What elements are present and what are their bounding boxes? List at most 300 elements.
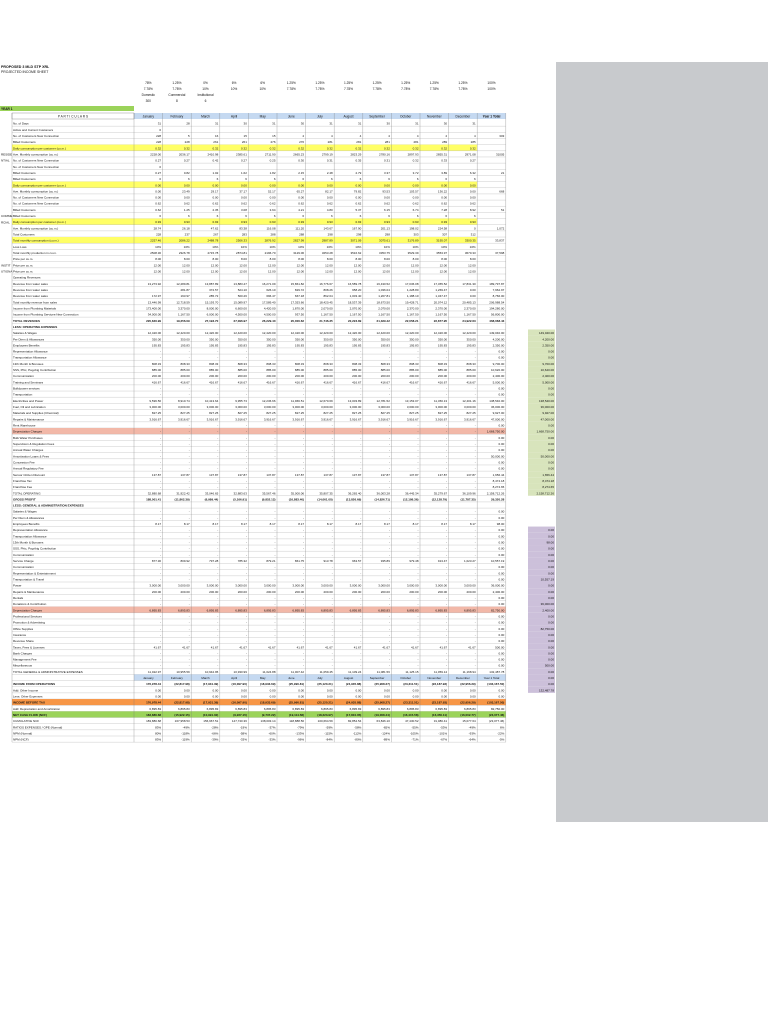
cell-value: 82,750.00 bbox=[490, 706, 505, 711]
header-assumption: 1.25% bbox=[429, 81, 439, 85]
cell-value: 138,540.00 bbox=[489, 398, 505, 403]
cell-value: 0.00 bbox=[469, 694, 476, 699]
cell-value: - bbox=[446, 448, 448, 453]
cell-value: 0.32 bbox=[241, 146, 247, 151]
cell-value: - bbox=[360, 620, 362, 625]
cell-value: 111.20 bbox=[295, 226, 305, 231]
cell-value: 1,167.50 bbox=[178, 312, 190, 317]
cell-value: - bbox=[245, 441, 247, 446]
cell-value: - bbox=[274, 454, 276, 459]
cell-value: 12.00 bbox=[210, 269, 219, 274]
cell-value: - bbox=[446, 349, 448, 354]
summary-value: 0.00 bbox=[548, 651, 554, 656]
cell-value: - bbox=[303, 552, 305, 557]
cell-value: - bbox=[417, 485, 419, 490]
summary-value: 4,200.00 bbox=[542, 337, 554, 342]
cell-value: 2385.61 bbox=[236, 152, 247, 157]
cell-value: 200.00 bbox=[352, 589, 362, 594]
cell-value: 0.00 bbox=[498, 540, 505, 545]
row-label: NET CASH FLOW (NCF) bbox=[13, 713, 47, 718]
cell-value: 0.93 bbox=[412, 220, 419, 225]
cell-value: (16,097.90) bbox=[231, 700, 247, 705]
sheet-gray-margin bbox=[556, 62, 768, 822]
cell-value: 0.93 bbox=[384, 220, 390, 225]
cell-value: 18,420.45 bbox=[319, 300, 333, 305]
cell-value: 0.00 bbox=[298, 688, 305, 693]
cell-value: 827.25 bbox=[237, 411, 247, 416]
header-assumption: 8 bbox=[176, 99, 178, 103]
cell-value: 827.25 bbox=[466, 411, 476, 416]
cell-value: 785.32 bbox=[237, 559, 247, 564]
cell-value: - bbox=[274, 448, 276, 453]
cell-value: - bbox=[360, 429, 362, 434]
cell-value: - bbox=[360, 614, 362, 619]
cell-value: 8.00 bbox=[183, 257, 190, 262]
row-label: Transportation & Travel bbox=[13, 577, 45, 582]
cell-value: 12.00 bbox=[410, 269, 419, 274]
cell-value: 0.00 bbox=[298, 183, 305, 188]
cell-value: 3,000.00 bbox=[206, 583, 219, 588]
row-label: Amortization Loans & Fees bbox=[13, 454, 50, 459]
cell-value: 0.00 bbox=[355, 195, 362, 200]
cell-value: - bbox=[446, 595, 448, 600]
cell-value: - bbox=[331, 509, 333, 514]
cell-value: - bbox=[417, 441, 419, 446]
header-assumption: 7.78% bbox=[286, 87, 296, 91]
cell-value: 2086.22 bbox=[178, 238, 190, 243]
header-assumption: 300 bbox=[145, 99, 151, 103]
row-label: Billed Customers bbox=[13, 170, 36, 175]
cell-value: 137.87 bbox=[294, 472, 305, 477]
cell-value: 200.00 bbox=[209, 589, 219, 594]
cell-value: 626.10 bbox=[266, 287, 276, 292]
cell-value: - bbox=[160, 577, 162, 582]
cell-value: - bbox=[160, 429, 162, 434]
summary-value: 0.00 bbox=[548, 583, 554, 588]
cell-value: March bbox=[201, 676, 210, 681]
cell-value: 0.00 bbox=[384, 183, 390, 188]
cell-value: - bbox=[446, 509, 448, 514]
cell-value: 12.00 bbox=[439, 269, 448, 274]
cell-value: 0.32 bbox=[412, 146, 419, 151]
cell-value: 8.00 bbox=[269, 257, 276, 262]
cell-value: (19,114.58) bbox=[288, 713, 305, 718]
cell-value: -105% bbox=[409, 731, 419, 736]
cell-value: - bbox=[303, 460, 305, 465]
cell-value: 200.00 bbox=[237, 374, 247, 379]
cell-value: - bbox=[160, 651, 162, 656]
cell-value: 2780.16 bbox=[379, 152, 390, 157]
cell-value: (16,002.77) bbox=[460, 713, 476, 718]
row-label: Representation Allowance bbox=[13, 528, 48, 533]
row-label: Promotion & Advertising bbox=[13, 620, 46, 625]
cell-value: - bbox=[417, 626, 419, 631]
cell-value: - bbox=[417, 355, 419, 360]
cell-value: - bbox=[417, 528, 419, 533]
summary-value: 0.00 bbox=[548, 571, 554, 576]
cell-value: 0.00 bbox=[412, 183, 419, 188]
cell-value: 176,978.44 bbox=[146, 682, 162, 687]
cell-value: 2326.78 bbox=[178, 251, 190, 256]
cell-value: - bbox=[274, 571, 276, 576]
cell-value: - bbox=[274, 435, 276, 440]
cell-value: - bbox=[417, 435, 419, 440]
cell-value: 12,420.00 bbox=[176, 331, 190, 336]
cell-value: - bbox=[188, 540, 190, 545]
cell-value: 0.62 bbox=[355, 201, 362, 206]
cell-value: 808.33 bbox=[380, 361, 390, 366]
cell-value: - bbox=[388, 423, 390, 428]
cell-value: - bbox=[245, 454, 247, 459]
cell-value: 885.00 bbox=[266, 368, 276, 373]
cell-value: 82,854.54 bbox=[347, 719, 362, 724]
cell-value: (25,908.27) bbox=[374, 682, 390, 687]
cell-value: 696.47 bbox=[266, 294, 276, 299]
cell-value: 0.00 bbox=[498, 626, 505, 631]
cell-value: 2,158,712.26 bbox=[486, 491, 505, 496]
cell-value: - bbox=[160, 534, 162, 539]
cell-value: - bbox=[388, 448, 390, 453]
cell-value: 137.87 bbox=[323, 472, 333, 477]
row-label: Income from Plumbing Services-New Connection bbox=[13, 312, 79, 317]
cell-value: - bbox=[217, 639, 219, 644]
cell-value: - bbox=[303, 565, 305, 570]
cell-value: -118% bbox=[181, 731, 190, 736]
cell-value: 0.00 bbox=[441, 688, 448, 693]
header-assumption: 1.25% bbox=[372, 81, 382, 85]
cell-value: 2,400.00 bbox=[492, 589, 505, 594]
cell-value: 298 bbox=[356, 232, 362, 237]
cell-value: 2.79 bbox=[355, 170, 362, 175]
cell-value: 350.00 bbox=[237, 337, 247, 342]
cell-value: (11,787.35) bbox=[460, 497, 476, 502]
cell-value: 2799.19 bbox=[321, 152, 333, 157]
cell-value: 0.42 bbox=[212, 158, 219, 163]
cell-value: - bbox=[160, 386, 162, 391]
row-label: Repairs & Maintenance bbox=[13, 417, 45, 422]
summary-value: 1,668,750.00 bbox=[536, 429, 554, 434]
cell-value: 6% bbox=[499, 725, 505, 730]
summary-value: 8,474.18 bbox=[542, 478, 554, 483]
cell-value: 11,109.24 bbox=[348, 669, 362, 674]
cell-value: 224.58 bbox=[437, 226, 448, 231]
cell-value: - bbox=[446, 485, 448, 490]
cell-value: 195.83 bbox=[466, 343, 476, 348]
cell-value: - bbox=[303, 355, 305, 360]
row-label: Bank Charges bbox=[13, 651, 33, 656]
cell-value: 200.00 bbox=[294, 589, 305, 594]
cell-value: - bbox=[188, 515, 190, 520]
cell-value: - bbox=[331, 577, 333, 582]
cell-value: - bbox=[245, 478, 247, 483]
cell-value: - bbox=[360, 466, 362, 471]
summary-value: 82,750.00 bbox=[540, 626, 554, 631]
row-label: Representation Allowance bbox=[13, 349, 48, 354]
cell-value: 8.00 bbox=[441, 257, 448, 262]
cell-value: 11,022.97 bbox=[147, 669, 162, 674]
row-label: INCOME FROM OPERATIONS bbox=[13, 682, 56, 687]
cell-value: 8.00 bbox=[212, 257, 219, 262]
cell-value: 1,036.04 bbox=[378, 287, 390, 292]
cell-value: 6 bbox=[245, 214, 247, 219]
cell-value: 200.00 bbox=[409, 374, 419, 379]
cell-value: 137.87 bbox=[209, 472, 219, 477]
cell-value: - bbox=[388, 528, 390, 533]
cell-value: 6,895.83 bbox=[378, 706, 390, 711]
header-assumption: 1.25% bbox=[343, 81, 354, 85]
cell-value: 11,081.56 bbox=[376, 669, 390, 674]
cell-value: 10% bbox=[298, 244, 305, 249]
summary-value: 0.00 bbox=[548, 559, 554, 564]
cell-value: - bbox=[217, 565, 219, 570]
cell-value: 3,916.67 bbox=[292, 417, 305, 422]
cell-value: -60% bbox=[268, 731, 276, 736]
cell-value: 79.82 bbox=[353, 189, 362, 194]
summary-value: 132,487.78 bbox=[538, 688, 554, 693]
cell-value: - bbox=[303, 651, 305, 656]
cell-value: 37,598 bbox=[495, 251, 505, 256]
row-label: Training and Seminars bbox=[13, 380, 44, 385]
cell-value: 0.00 bbox=[326, 195, 333, 200]
summary-value: 0.00 bbox=[548, 392, 554, 397]
cell-value: 31 bbox=[472, 121, 476, 126]
cell-value: 1,207.81 bbox=[378, 294, 390, 299]
cell-value: 0.31 bbox=[326, 158, 333, 163]
row-label: Depreciation Charges bbox=[13, 608, 43, 613]
cell-value: 0.00 bbox=[469, 294, 476, 299]
cell-value: 2488.78 bbox=[207, 238, 219, 243]
row-group-label: RCIAL bbox=[1, 220, 10, 225]
cell-value: 0.32 bbox=[412, 158, 419, 163]
cell-value: 861.75 bbox=[294, 559, 305, 564]
cell-value: 3075.61 bbox=[379, 238, 390, 243]
cell-value: 4,500.00 bbox=[235, 312, 247, 317]
cell-value: 30 bbox=[443, 121, 448, 126]
row-label: Active and Current Customers bbox=[13, 127, 54, 132]
cell-value: 13,883.47 bbox=[233, 281, 247, 286]
cell-value: 12,420.00 bbox=[433, 331, 448, 336]
cell-value: 6,895.83 bbox=[349, 608, 362, 613]
row-label: Less: Other Expenses bbox=[13, 694, 43, 699]
cell-value: 6,895.83 bbox=[435, 608, 448, 613]
cell-value: -115% bbox=[324, 731, 333, 736]
cell-value: - bbox=[245, 577, 247, 582]
cell-value: -19% bbox=[239, 725, 247, 730]
row-label: Revenue Share bbox=[13, 639, 34, 644]
cell-value: 827.25 bbox=[209, 411, 219, 416]
cell-value: 8.17 bbox=[469, 522, 476, 527]
summary-value: 10,557.19 bbox=[540, 577, 554, 582]
cell-value: 0.00 bbox=[498, 632, 505, 637]
cell-value: 1.82 bbox=[269, 170, 276, 175]
row-label: LESS: GENERAL & ADMINISTRATION EXPENSES bbox=[13, 503, 84, 508]
cell-value: -64% bbox=[468, 737, 476, 742]
cell-value: - bbox=[417, 571, 419, 576]
cell-value: - bbox=[217, 454, 219, 459]
cell-value: 5 bbox=[188, 133, 190, 138]
cell-value: - bbox=[160, 454, 162, 459]
cell-value: - bbox=[360, 485, 362, 490]
cell-value: - bbox=[417, 429, 419, 434]
summary-value: 47,000.00 bbox=[540, 417, 554, 422]
row-label: Transportation Allowance bbox=[13, 355, 47, 360]
cell-value: 0.27 bbox=[155, 158, 162, 163]
cell-value: 276 bbox=[299, 140, 305, 145]
cell-value: 0.93 bbox=[441, 220, 448, 225]
cell-value: 0.62 bbox=[269, 201, 276, 206]
cell-value: 0 bbox=[159, 127, 162, 132]
cell-value: 958.20 bbox=[352, 287, 362, 292]
cell-value: 172.97 bbox=[151, 294, 162, 299]
cell-value: - bbox=[388, 571, 390, 576]
cell-value: - bbox=[360, 632, 362, 637]
cell-value: 0.00 bbox=[269, 195, 276, 200]
row-label: Repairs & Maintenance bbox=[13, 589, 45, 594]
cell-value: (22,817.98) bbox=[174, 682, 190, 687]
header-assumption: 7.78% bbox=[429, 87, 439, 91]
cell-value: 3,916.67 bbox=[206, 417, 219, 422]
cell-value: - bbox=[417, 534, 419, 539]
cell-value: 0.00 bbox=[469, 195, 476, 200]
cell-value: 350.00 bbox=[409, 337, 419, 342]
cell-value: 6,895.83 bbox=[235, 608, 247, 613]
cell-value: 281 bbox=[384, 140, 390, 145]
cell-value: - bbox=[417, 602, 419, 607]
cell-value: (13,826.69) bbox=[345, 497, 362, 502]
cell-value: 0.27 bbox=[469, 158, 476, 163]
cell-value: 228 bbox=[184, 140, 190, 145]
cell-value: 0.00 bbox=[155, 694, 162, 699]
cell-value: - bbox=[303, 485, 305, 490]
cell-value: 3,916.67 bbox=[321, 417, 333, 422]
cell-value: - bbox=[245, 632, 247, 637]
cell-value: 30 bbox=[386, 121, 390, 126]
header-assumption: 10% bbox=[259, 87, 266, 91]
cell-value: 0.00 bbox=[183, 694, 190, 699]
cell-value: (10,991.02) bbox=[202, 713, 219, 718]
row-label: Income from Plumbing Materials bbox=[13, 306, 57, 311]
cell-value: 206,988.54 bbox=[489, 300, 505, 305]
row-label: GROSS PROFIT bbox=[13, 497, 36, 502]
cell-value: 0 bbox=[474, 226, 476, 231]
cell-value: 3,000.00 bbox=[378, 405, 390, 410]
cell-value: 200.00 bbox=[323, 589, 333, 594]
cell-value: - bbox=[360, 657, 362, 662]
row-highlight bbox=[12, 607, 506, 613]
cell-value: 0.00 bbox=[498, 460, 505, 465]
cell-value: 6,000.00 bbox=[206, 312, 219, 317]
cell-value: 913.47 bbox=[437, 559, 448, 564]
cell-value: - bbox=[331, 614, 333, 619]
cell-value: - bbox=[446, 355, 448, 360]
cell-value: 809.92 bbox=[180, 559, 190, 564]
summary-value: 0.00 bbox=[548, 645, 554, 650]
cell-value: - bbox=[188, 571, 190, 576]
cell-value: 1.62 bbox=[241, 170, 247, 175]
cell-value: 285.72 bbox=[209, 294, 219, 299]
cell-value: 6,895.83 bbox=[406, 706, 419, 711]
cell-value: 10% bbox=[469, 244, 476, 249]
cell-value: 41.67 bbox=[239, 645, 247, 650]
cell-value: 200.00 bbox=[466, 374, 476, 379]
cell-value: - bbox=[303, 435, 305, 440]
cell-value: 12.00 bbox=[353, 263, 362, 268]
cell-value: 0.62 bbox=[298, 201, 305, 206]
row-label: Total monthly revenue from sales bbox=[13, 300, 58, 305]
cell-value: 0.00 bbox=[498, 435, 505, 440]
cell-value: 0.00 bbox=[212, 694, 219, 699]
cell-value: 0.00 bbox=[498, 552, 505, 557]
cell-value: 194,280.00 bbox=[489, 306, 505, 311]
row-label: NPM (Normal) bbox=[13, 731, 33, 736]
cell-value: - bbox=[331, 651, 333, 656]
cell-value: - bbox=[474, 534, 476, 539]
cell-value: - bbox=[417, 454, 419, 459]
cell-value: 0.00 bbox=[469, 688, 476, 693]
cell-value: - bbox=[245, 448, 247, 453]
cell-value: (16,350.11) bbox=[431, 713, 448, 718]
cell-value: - bbox=[217, 651, 219, 656]
cell-value: 0.00 bbox=[155, 195, 162, 200]
cell-value: - bbox=[360, 441, 362, 446]
row-group-label: RESIDE bbox=[1, 152, 13, 157]
cell-value: 12.00 bbox=[296, 269, 305, 274]
cell-value: - bbox=[388, 565, 390, 570]
cell-value: 3176.89 bbox=[407, 238, 419, 243]
row-label: Daily consumption per customer (cu.m.) bbox=[13, 220, 67, 225]
header-assumption: Institutional bbox=[197, 93, 214, 97]
cell-value: - bbox=[388, 626, 390, 631]
cell-value: 34,000.00 bbox=[147, 312, 162, 317]
cell-value: 2,370.00 bbox=[406, 306, 419, 311]
cell-value: 3529.39 bbox=[407, 251, 419, 256]
cell-value: - bbox=[303, 595, 305, 600]
cell-value: - bbox=[245, 571, 247, 576]
header-assumption: 7.78% bbox=[343, 87, 354, 91]
cell-value: 913.78 bbox=[323, 559, 333, 564]
cell-value: 3,000.00 bbox=[292, 583, 305, 588]
cell-value: (12,128.79) bbox=[431, 497, 448, 502]
cell-value: 267 bbox=[213, 232, 219, 237]
cell-value: 35,567.46 bbox=[262, 491, 276, 496]
cell-value: 195.83 bbox=[352, 343, 362, 348]
cell-value: 228 bbox=[156, 140, 162, 145]
cell-value: - bbox=[188, 441, 190, 446]
cell-value: 288 bbox=[299, 232, 305, 237]
cell-value: May bbox=[259, 676, 266, 681]
cell-value: -33% bbox=[239, 737, 247, 742]
month-header: August bbox=[343, 114, 354, 119]
cell-value: 195.83 bbox=[209, 343, 219, 348]
summary-value: 98.00 bbox=[546, 540, 554, 545]
row-label: Price per cu.m. bbox=[13, 257, 34, 262]
cell-value: 11,966.51 bbox=[290, 398, 305, 403]
cell-value: 0.93 bbox=[326, 220, 333, 225]
cell-value: 10,620.00 bbox=[490, 368, 505, 373]
cell-value: 27,193.70 bbox=[204, 318, 219, 323]
cell-value: 416.67 bbox=[180, 380, 190, 385]
cell-value: - bbox=[217, 663, 219, 668]
cell-value: 6,895.83 bbox=[464, 608, 476, 613]
cell-value: 416.67 bbox=[294, 380, 305, 385]
cell-value: 0.32 bbox=[269, 146, 276, 151]
cell-value: 1.25 bbox=[183, 207, 190, 212]
cell-value: 0.00 bbox=[498, 571, 505, 576]
cell-value: - bbox=[245, 552, 247, 557]
cell-value: 3353.75 bbox=[379, 251, 390, 256]
row-highlight bbox=[12, 428, 506, 434]
cell-value: 10% bbox=[355, 244, 362, 249]
